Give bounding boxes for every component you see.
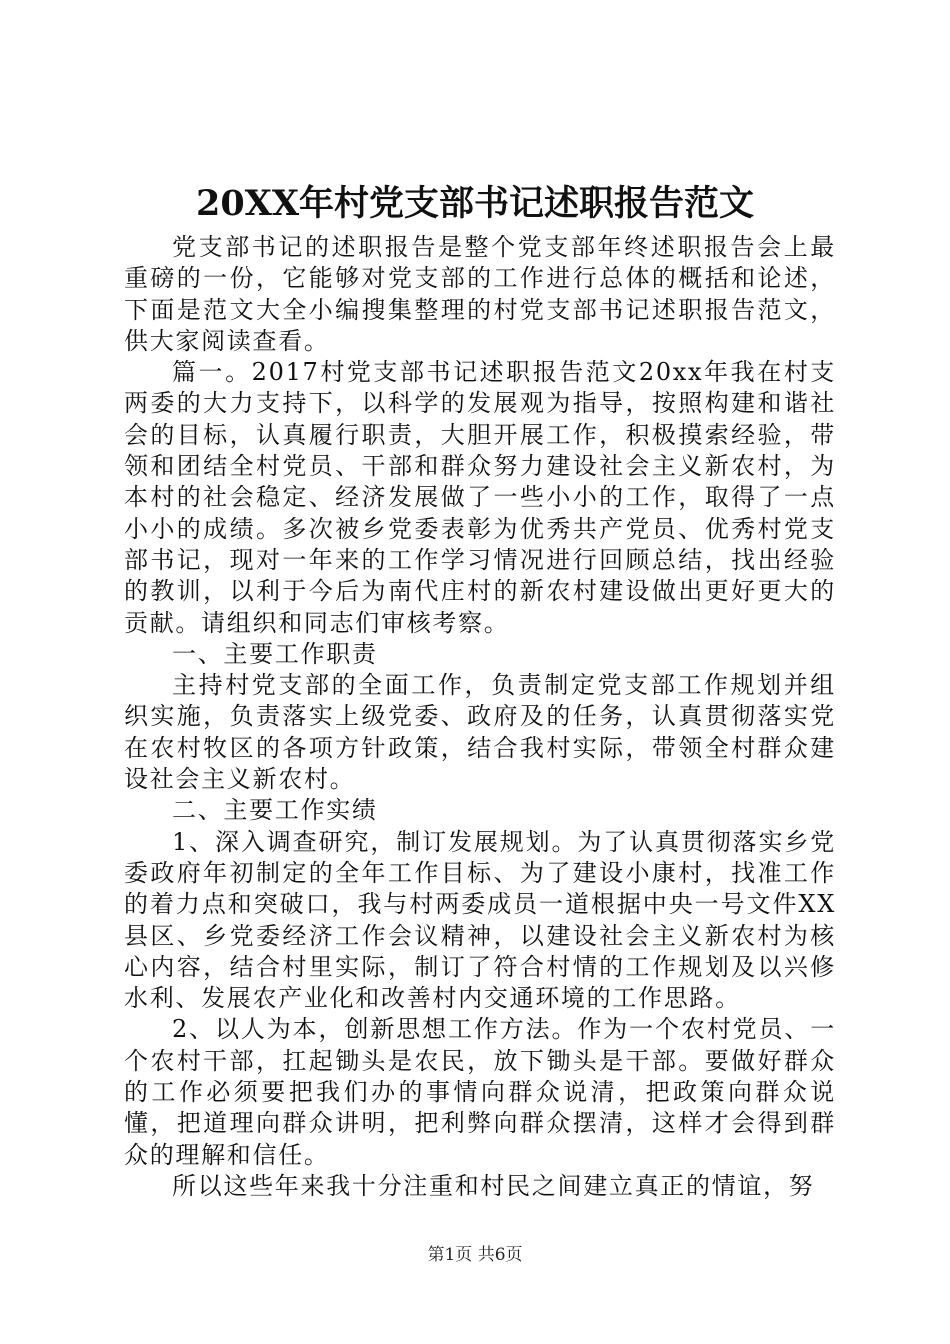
duties-paragraph: 主持村党支部的全面工作，负责制定党支部工作规划并组织实施，负责落实上级党委、政府及的任务，认真贯彻落实党在农村牧区的各项方针政策，结合我村实际，带领全村群众建设社会主义新农村。 [124,671,836,794]
document-body [124,232,836,1202]
section-heading-duties: 一、主要工作职责 [172,639,378,668]
achievement-paragraph-2: 2、以人为本，创新思想工作方法。作为一个农村党员、一个农村干部，扛起锄头是农民，放下锄头是干部。要做好群众的工作必须要把我们办的事情向群众说清，把政策向群众说懂，把道理向群众讲明，把利弊向群众摆清，这样才会得到群众的理解和信任。 [124,1015,836,1169]
section-heading-achievements: 二、主要工作实绩 [172,796,378,825]
document-title: 20XX年村党支部书记述职报告范文 [195,183,755,224]
page-number-footer: 第1页 共6页 [427,1245,523,1265]
achievement-paragraph-1: 1、深入调查研究，制订发展规划。为了认真贯彻落实乡党委政府年初制定的全年工作目标、为了建设小康村，找准工作的着力点和突破口，我与村两委成员一道根据中央一号文件XX县区、乡党委经济工作会议精神，以建设社会主义新农村为核心内容，结合村里实际，制订了符合村情的工作规划及以兴修水利、发展农产业化和改善村内交通环境的工作思路。 [124,827,836,1013]
intro-paragraph: 党支部书记的述职报告是整个党支部年终述职报告会上最重磅的一份，它能够对党支部的工作进行总体的概括和论述，下面是范文大全小编搜集整理的村党支部书记述职报告范文，供大家阅读查看。 [124,233,836,355]
article-one-paragraph: 篇一。2017村党支部书记述职报告范文20xx年我在村支两委的大力支持下，以科学的发展观为指导，按照构建和谐社会的目标，认真履行职责，大胆开展工作，积极摸索经验，带领和团结全村党员、干部和群众努力建设社会主义新农村，为本村的社会稳定、经济发展做了一些小小的工作，取得了一点小小的成绩。多次被乡党委表彰为优秀共产党员、优秀村党支部书记，现对一年来的工作学习情况进行回顾总结，找出经验的教训，以利于今后为南代庄村的新农村建设做出更好更大的贡献。请组织和同志们审核考察。 [124,358,836,637]
continuation-paragraph: 所以这些年来我十分注重和村民之间建立真正的情谊，努 [172,1171,815,1200]
